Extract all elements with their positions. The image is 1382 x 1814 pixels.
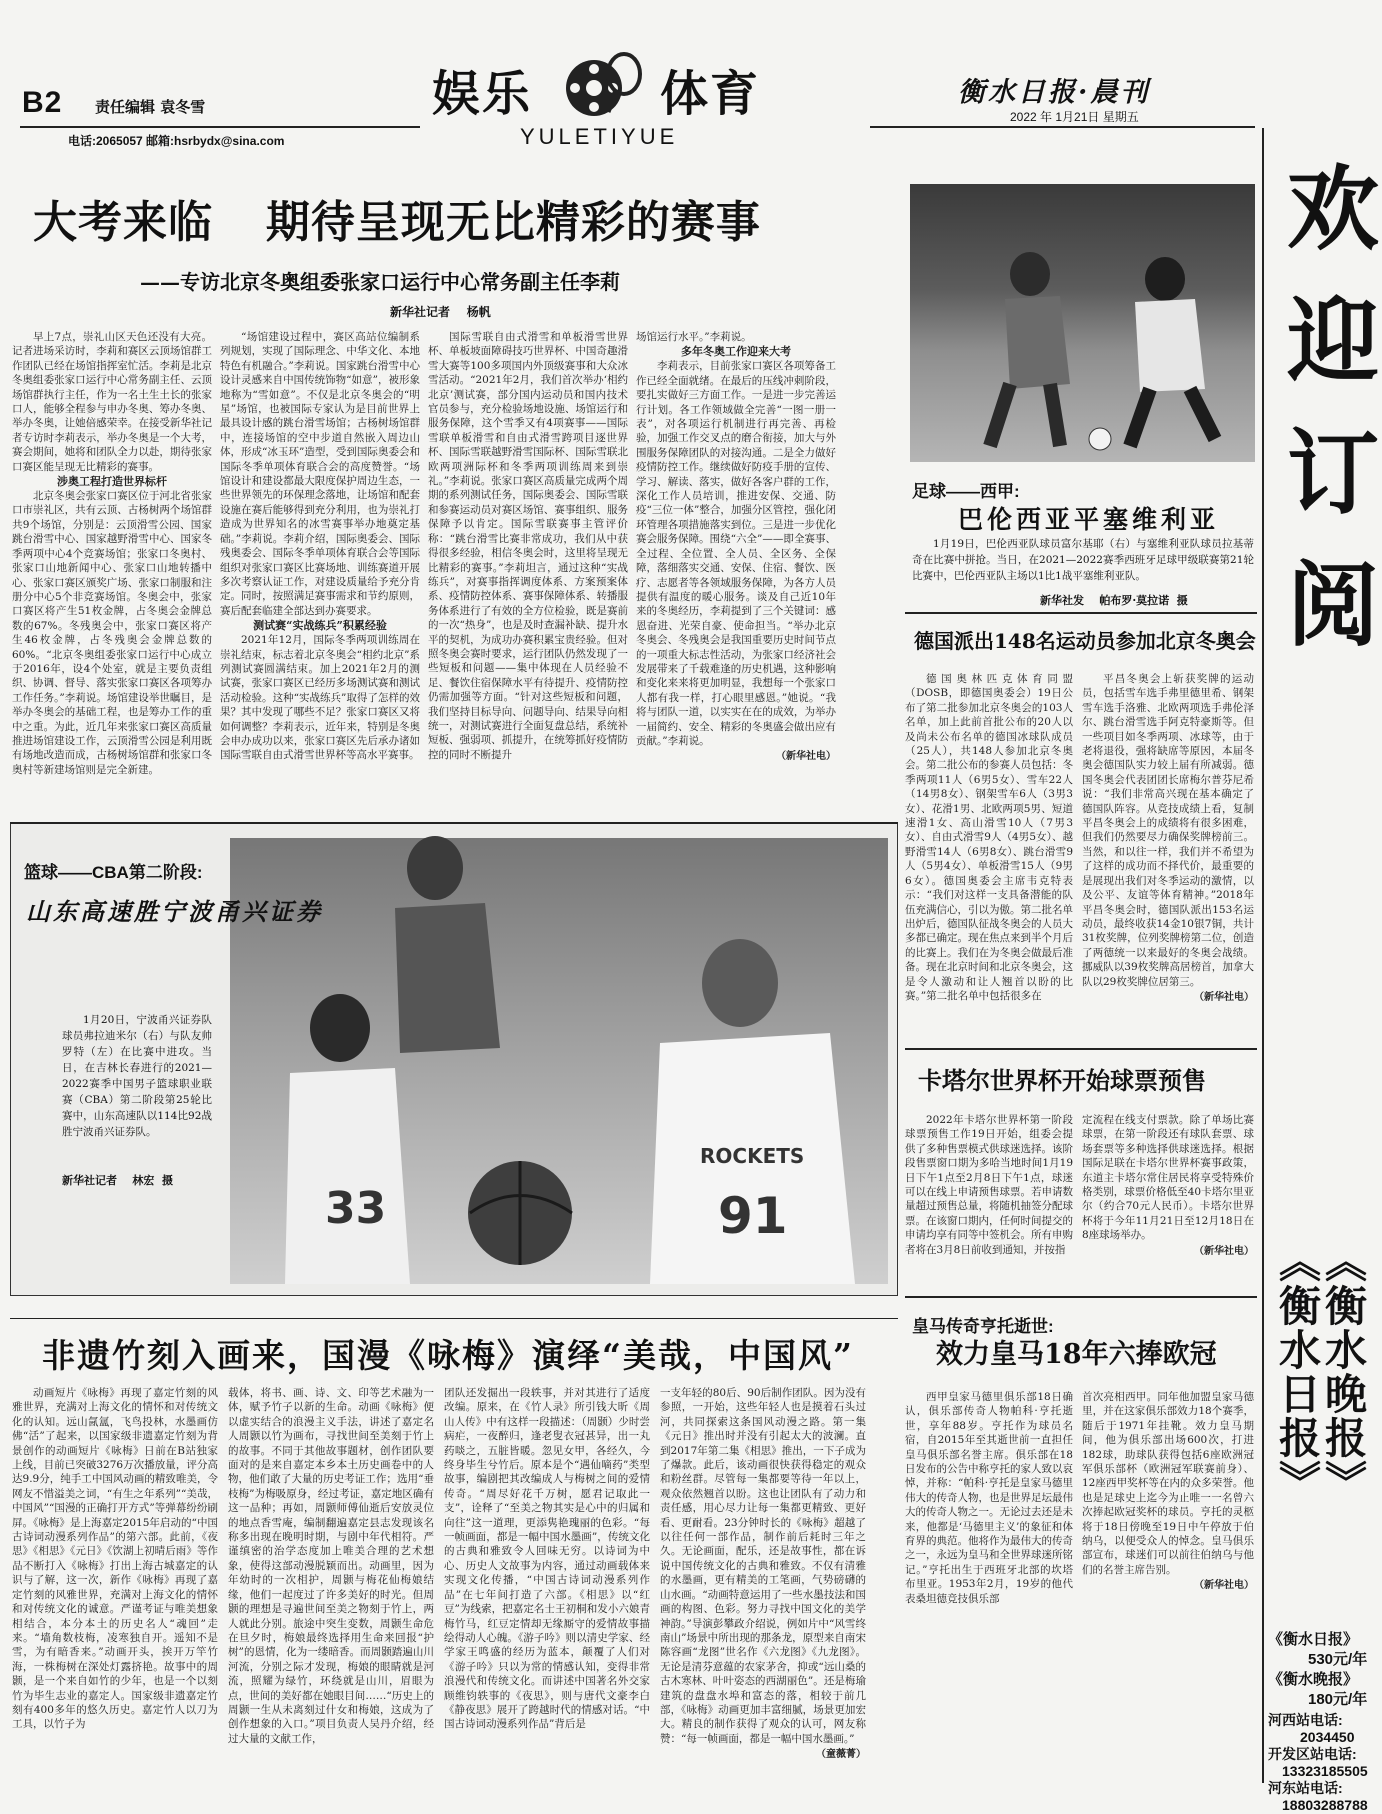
page-number: B2 bbox=[22, 86, 63, 119]
realmadrid-column-1: 西甲皇家马德里俱乐部18日确认，俱乐部传奇人物帕科·亨托逝世，享年88岁。亨托作为球员名宿，自2015年至其逝世前一直担任皇马俱乐部名誉主席。俱乐部在18日发布的公告中称亨托的家人致以哀悼，并称：“帕科·亨托是皇家马德里伟大的传奇人物，也是世界足坛最伟大的传奇人物之一。无论过去还是未来，他都是‘马德里主义’的象征和体育界的典范。他将作为最伟大的传奇之一，永远为皇马和全世界球迷所铭记。”亨托出生于西班牙北部的坎塔布里亚。1953年2月，19岁的他代表桑坦德竞技俱乐部 bbox=[905, 1391, 1073, 1605]
football-credit: 新华社发 帕布罗·莫拉诺 摄 bbox=[1040, 594, 1188, 607]
feiyi-headline: 非遗竹刻入画来，国漫《咏梅》演绎“美哉，中国风” bbox=[42, 1336, 854, 1375]
station-hexi-label: 河西站电话: bbox=[1268, 1712, 1343, 1728]
svg-text:ROCKETS: ROCKETS bbox=[700, 1144, 805, 1168]
station-kaifa-phone: 13323185505 bbox=[1282, 1763, 1368, 1779]
lead-column-3: 国际雪联自由式滑雪和单板滑雪世界杯、单板坡面障碍技巧世界杯、中国奇趣滑雪大赛等100多项国内外顶级赛事和大众冰雪活动。“2021年2月，我们首次举办‘相约北京’测试赛，部分国内运动员和国内技术官员参与，充分检验场地设施、场馆运行和服务保障，这个雪季又有4项赛事——国际雪联单板滑雪和自由式滑雪跨项目逐世界杯、国际雪联越野滑雪国际杯、国际雪联北欧两项洲际杯和冬季两项训练周来到崇礼。”李莉说。张家口赛区高质量完成两个周期的系列测试任务，国际奥委会、国际雪联和参赛运动员对赛区场馆、赛事组织、服务保障予以肯定。国际雪联赛事主管评价称：“跳台滑雪比赛非常成功，我们从中获得很多经验，相信冬奥会时，这里将呈现无比精彩的赛事。”李莉坦言，通过这种“实战练兵”，对赛事指挥调度体系、方案预案体系、疫情防控体系、赛事保障体系、转播服务体系进行了有效的全方位检验，既是赛前的一次“热身”，也是及时查漏补缺、提升水平的契机，为成功办赛积累宝贵经验。但对照冬奥会赛时要求，运行团队仍然发现了一些短板和问题——集中体现在人员经验不足、餐饮住宿保障水平有待提升、疫情防控仍需加强等方面。“针对这些短板和问题，我们坚持目标导向、问题导向、结果导向相统一，对测试赛进行全面复盘总结，系统补短板、强弱项、抓提升，在统筹抓好疫情防控的同时不断提升 bbox=[428, 331, 628, 761]
lead-credit: （新华社电） bbox=[776, 751, 836, 763]
germany-column-2: 平昌冬奥会上斩获奖牌的运动员，包括雪车选手弗里德里希、钢架雪车选手洛雅、北欧两项选手弗伦泽尔、跳台滑雪选手阿克特豪斯等。但一些项目如冬季两项、冰球等，由于老将退役，强将缺席等原因，本届冬奥会德国队实力较上届有所减弱。德国冬奥会代表团团长席梅尔普芬尼希说：“我们非常高兴现在基本确定了德国队阵容。从竞技成绩上看，复制平昌冬奥会上的成绩将有很多困难，但我们仍然要尽力确保奖牌榜前三。当然，和以往一样，我们并不希望为了这样的成功而不择代价，最重要的是展现出我们对冬季运动的激情，以及公平、友谊等体育精神。”2018年平昌冬奥会时，德国队派出153名运动员，最终收获14金10银7铜，共计31枚奖牌，位列奖牌榜第二位，创造了两德统一以来最好的冬奥会战绩。挪威队以39枚奖牌高居榜首，加拿大队以29枚奖牌位居第三。 （新华社电） bbox=[1082, 672, 1254, 1042]
feiyi-column-1: 动画短片《咏梅》再现了嘉定竹刻的风雅世界，充满对上海文化的情怀和对传统文化的认知。远山氤氲，飞鸟投林，水墨画仿佛“活”了起来，以国家级非遗嘉定竹刻为背景创作的动画短片《咏梅》日前在B站独家上线，目前已突破3276万次播放量，评分高达9.9分，纯手工中国风动画的精致唯美，令网友不惜溢美之词，“有生之年系列”“美哉，中国风”“国漫的正确打开方式”等弹幕纷纷刷屏。《咏梅》是上海嘉定2015年启动的“中国古诗词动漫系列作品”的第六部。此前，《夜思》《相思》《元日》《饮湖上初晴后雨》等作品不断打入《咏梅》打出上海古城嘉定的认识与了解，这一次，新作《咏梅》再现了嘉定竹刻的风雅世界，充满对上海文化的情怀和对传统文化的诚意。严谨考证与唯美想象相结合，本分本土的历史名人“魂回”走来。“墙角数枝梅，凌寒独自开。遥知不是雪，为有暗香来。”动画开头，挨开万竿竹海，一株梅树在深处灯露挤艳。故事中的周颢，是一个来自如竹的少年，也是一个以刻竹为毕生志业的嘉定人。国家级非遗嘉定竹刻有400多年的悠久历史。嘉定竹人以刀为工具，以竹子为 bbox=[12, 1387, 218, 1731]
section-pinyin: YULETIYUE bbox=[520, 124, 679, 149]
realmadrid-headline: 效力皇马18年六捧欧冠 bbox=[936, 1339, 1217, 1370]
lead-subheading-2: 测试赛“实战练兵”积累经验 bbox=[253, 619, 387, 633]
divider-feiyi bbox=[10, 1318, 898, 1319]
lead-subheading-1: 涉奥工程打造世界标杆 bbox=[57, 475, 167, 489]
svg-text:33: 33 bbox=[325, 1183, 387, 1234]
football-photo bbox=[910, 184, 1255, 462]
lead-subheading-3: 多年冬奥工作迎来大考 bbox=[681, 345, 791, 359]
lead-subhead: ——专访北京冬奥组委张家口运行中心常务副主任李莉 bbox=[140, 270, 620, 294]
lead-byline: 新华社记者 杨帆 bbox=[390, 305, 491, 319]
editor-line: 责任编辑 袁冬雪 bbox=[95, 98, 206, 116]
station-kaifa-label: 开发区站电话: bbox=[1268, 1746, 1357, 1762]
feiyi-column-3: 团队还发掘出一段轶事，并对其进行了适度改编。原来，在《竹人录》所引钱大昕《周山人传》中有这样一段描述：（周颢）少时尝病疟，一夜醉归，逢老叟衣冠甚异，出一丸药啖之，五脏皆暖。忽见女甲，各经久，今终身毕生兮竹后。原本是个“遇仙嘀药”类型故事，编剧把其改编成人与梅树之间的爱情传奇。“周尽好花千万树，愿君记取此一支”，诠释了“至美之物其实是心中的归属和向往”这一道理，更添隽艳瑰丽的色彩。“每一帧画面，都是一幅中国水墨画”，传统文化的古典和雅致令人回味无穷。以诗词为中心、历史人文故事为内容，通过动画载体来实现文化传播，“中国古诗词动漫系列作品”在七年间打造了六部。《相思》以“红豆”为线索，把嘉定名士王初桐和发小六娘青梅竹马，红豆定情却无缘厮守的爱情故事描绘得动人心魄。《游子吟》则以清史学家、经学家王鸣盛的经历为蓝本，颠覆了人们对《游子吟》只以为常的情感认知，变得非常浪漫代和传统文化。而讲述中国著名外交家顾维钧轶事的《夜思》，则与唐代文豪李白《静夜思》展开了跨越时代的情感对话。“中国古诗词动漫系列作品”背后是 bbox=[444, 1387, 650, 1731]
date-rule bbox=[870, 126, 1255, 128]
football-caption: 1月19日，巴伦西亚队球员富尔基耶（右）与塞维利亚队球员拉基蒂奇在比赛中拼抢。当日，在2021—2022赛季西班牙足球甲级联赛第21轮比赛中，巴伦西亚队主场以1比1战平塞维利亚队。 bbox=[912, 538, 1254, 582]
realmadrid-credit: （新华社电） bbox=[1194, 1580, 1254, 1592]
basketball-caption: 1月20日，宁波甬兴证券队球员弗拉迪米尔（右）与队友帅罗特（左）在比赛中进攻。当日，在吉林长春进行的2021—2022赛季中国男子篮球职业联赛（CBA）第二阶段第25轮比赛中，山东高速队以114比92战胜宁波甬兴证券队。 bbox=[62, 1014, 212, 1138]
basketball-kicker: 篮球——CBA第二阶段: bbox=[24, 863, 203, 882]
football-headline: 巴伦西亚平塞维利亚 bbox=[958, 505, 1220, 534]
feiyi-credit: （童薇菁） bbox=[816, 1749, 866, 1761]
qatar-headline: 卡塔尔世界杯开始球票预售 bbox=[918, 1066, 1206, 1095]
station-hedong-phone: 18803288788 bbox=[1282, 1797, 1368, 1813]
price-evening: 180元/年 bbox=[1308, 1691, 1368, 1708]
feiyi-column-2: 载体，将书、画、诗、文、印等艺术融为一体，赋予竹子以新的生命。动画《咏梅》便以虚实结合的浪漫主义手法，讲述了嘉定名人周颢以竹为画布，寻找世间至美刻于竹上的故事。不同于其他故事题材，创作团队要面对的是来自嘉定本乡本土历史画卷中的人物，他们敢了大量的历史考证工作；选用“垂枝梅”为梅吸原身，经过考证，嘉定地区确有这一品种；再如，周颢师傅仙逝后安放灵位的地点香雪庵，编制翻遍嘉定县志发现该名称多出现在晚明时期，与剧中年代相符。严谨缜密的治学态度加上唯美合理的艺术想象，使得这部动漫脱颖而出。动画里，因为年幼时的一次相护，周颢与梅花仙梅娘结缘，他们一起度过了许多美好的时光。但周颢的理想是寻遍世间至美之物刻于竹上，两人就此分别。旅途中突生变数，周颢生命危在旦夕时，梅娘最终选择用生命来回报“护树”的恩情，化为一缕暗香。而周颢踏遍山川河流，分别之际才发现，梅娘的眼睛就是河流，照耀为绿竹，环绕就是山川，眉眼为点，世间的美好都在她眼目间……“历史上的周颢一生从未离刻过什女和梅娘，这成为了创作想象的入口。”项目负责人吴丹介绍，经过大量的文献工作， bbox=[228, 1387, 434, 1745]
basketball-credit: 新华社记者 林宏 摄 bbox=[62, 1174, 173, 1187]
film-reel-racket-icon bbox=[562, 52, 648, 120]
qatar-credit: （新华社电） bbox=[1194, 1245, 1254, 1257]
paper-daily: 《衡水日报》 bbox=[1273, 1240, 1322, 1504]
section-title-right: 体育 bbox=[660, 66, 761, 122]
issue-date: 2022 年 1月21日 星期五 bbox=[1010, 110, 1139, 124]
divider-germany bbox=[905, 612, 1257, 614]
qatar-column-1: 2022年卡塔尔世界杯第一阶段球票预售工作19日开始，组委会提供了多种售票模式供球迷选择。该阶段售票窗口期为多哈当地时间1月19日下午1点至2月8日下午1点，球迷可以在线上申请预售球票。若申请数量超过预售总量，将随机抽签分配球票。在该窗口期内，任何时间提交的申请均享有同等中签机会。所有申购者将在3月8日前收到通知，并按指 bbox=[905, 1114, 1073, 1256]
basketball-headline: 山东高速胜宁波甬兴证券 bbox=[26, 897, 323, 926]
masthead-rule bbox=[20, 126, 420, 128]
germany-headline: 德国派出148名运动员参加北京冬奥会 bbox=[914, 629, 1256, 653]
lead-headline: 大考来临 期待呈现无比精彩的赛事 bbox=[33, 198, 761, 247]
divider-qatar bbox=[905, 1048, 1257, 1050]
section-title-left: 娱乐 bbox=[432, 66, 533, 122]
subscribe-title: 欢迎订阅 bbox=[1272, 160, 1380, 688]
divider-realmadrid bbox=[905, 1296, 1257, 1298]
paper-name: 衡水日报·晨刊 bbox=[958, 77, 1151, 108]
realmadrid-kicker: 皇马传奇亨托逝世: bbox=[912, 1317, 1054, 1336]
station-hedong-label: 河东站电话: bbox=[1268, 1780, 1343, 1796]
contact-line: 电话:2065057 邮箱:hsrbydx@sina.com bbox=[68, 134, 285, 148]
germany-column-1: 德国奥林匹克体育同盟（DOSB，即德国奥委会）19日公布了第二批参加北京冬奥会的103人名单，加上此前首批公布的20人以及尚未公布名单的德国冰球队成员（25人），共148人参加北京冬奥会。第二批公布的参赛人员包括：冬季两项11人（6男5女）、雪车22人（14男8女）、钢架雪车6人（3男3女）、花滑1男、北欧两项5男、短道速滑1女、高山滑雪10人（7男3女）、自由式滑雪9人（4男5女）、越野滑雪14人（6男8女）、跳台滑雪9人（5男4女）、单板滑雪15人（9男6女）。德国奥委会主席韦克特表示：“我们对这样一支具备潜能的队伍充满信心，引以为傲。第二批名单出炉后，德国队征战冬奥会的人员大多都已确定。现在焦点来到半个月后的比赛上。我们在为冬奥会做最后准备。现在北京时间和北京冬奥会，这是令人激动和让人翘首以盼的比赛。”第二批名单中包括很多在 bbox=[905, 673, 1073, 1002]
football-kicker: 足球——西甲: bbox=[912, 482, 1020, 501]
price-box bbox=[1268, 1630, 1378, 1710]
realmadrid-column-2: 首次亮相西甲。同年他加盟皇家马德里，并在这家俱乐部效力18个赛季，随后于1971年挂靴。效力皇马期间，他为俱乐部出场600次，打进182球，助球队获得包括6座欧洲冠军俱乐部杯（欧洲冠军联赛前身）、12座西甲奖杯等在内的众多荣誉。他也是足球史上迄今为止唯一一名曾六次捧起欧冠奖杯的球员。亨托的灵柩将于18日傍晚至19日中午停放于伯纳乌，以便受众人的悼念。皇马俱乐部宣布，球迷们可以前往伯纳乌与他们的名誉主席告别。 （新华社电） bbox=[1082, 1390, 1254, 1785]
feiyi-column-4: 一支年轻的80后、90后制作团队。因为没有参照，一开始，这些年轻人也是摸着石头过河，共同探索这条国风动漫之路。第一集《元日》推出时并没有引起太大的波澜。直到2017年第二集《相思》推出，一下子成为了爆款。此后，该动画很快获得稳定的观众和粉丝群。尽管每一集都要等待一年以上，观众依然翘首以盼。这也让团队有了动力和责任感，用心尽力让每一集都更精致、更好看、更耐看。23分钟时长的《咏梅》超越了以往任何一部作品，制作前后耗时三年之久。无论画面，配乐，还是故事性，都在诉说中国传统文化的古典和雅致。不仅有清雅的水墨画，更有精美的工笔画，气势磅礴的山水画。“动画特意运用了一些水墨技法和国画的构图、色彩。努力寻找中国文化的美学神韵。”导演彭攀政介绍说，例如片中“风雪终南山”场景中所出现的那条龙，原型来自南宋陈容画“龙图”世名作《六龙图》《九龙图》。无论是清芬意蕴的农家茅舍，抑或“远山桑的古木寒林、叶叶姿态的西湖丽色”。还是梅瑜建筑的盘盘水埠和富态的落，相较于前几部，《咏梅》动画更加丰富细腻，场景更加宏大。精良的制作获得了观众的认可，网友称赞：“每一帧画面，都是一幅中国水墨画。” （童薇菁） bbox=[660, 1386, 866, 1782]
germany-credit: （新华社电） bbox=[1194, 991, 1254, 1003]
price-daily: 530元/年 bbox=[1308, 1651, 1368, 1668]
lead-column-4: 场馆运行水平。”李莉说。 多年冬奥工作迎来大考 李莉表示，目前张家口赛区各项筹备工作已经全面就绪。在最后的压线冲刺阶段，要扎实做好三方面工作。一是进一步完善运行计划。各工作领域做全完善“一图一册一表”，对各项运行机制进行再完善、再检验，加强工作交叉点的磨合衔接，加大与外围服务保障团队的对接沟通。二是全力做好疫情防控工作。继续做好防疫手册的宣传、学习、解读、落实，做好各客户群的工作，深化工作人员培训，推进安保、交通、防疫“三位一体”整合，加强分区管控，强化闭环管理各项措施落实到位。三是进一步优化赛会服务保障。围绕“六全”——即全赛事、全过程、全位置、全人员、全区务、全保障，落细落实交通、安保、住宿、餐饮、医疗、志愿者等各领域服务保障，为各方人员提供有温度的暖心服务。谈及自己近10年来的冬奥经历，李莉提到了三个关键词：感恩奋进、光荣自豪、使命担当。“举办北京冬奥会、冬残奥会是我国重要历史时间节点的一项重大标志性活动，为张家口经济社会发展带来了千载难逢的历史机遇，这种影响和变化来来将更加明显，我想每一个张家口人都有我一样，打心眼里感恩。”她说。“我将与团队一道，以实实在在的成效，为举办一届简约、安全、精彩的冬奥盛会做出应有贡献。”李莉说。 （新华社电） bbox=[636, 330, 836, 817]
lead-column-2: “场馆建设过程中，赛区高站位编制系列规划，实现了国际理念、中华文化、本地特色有机融合。”李莉说。国家跳台滑雪中心设计灵感来自中国传统饰物“如意”，被形象地称为“雪如意”。不仅是北京冬奥会的“明星”场馆，也被国际专家认为是目前世界上最具设计感的跳台滑雪场馆；古杨树场馆群中，连接场馆的空中步道自然嵌入周边山体，形成“冰玉环”造型，受到国际奥委会和国际冬季单项体育联合会的高度赞誉。“场馆设计和建设都最大限度保护周边生态，一些世界领先的环保理念落地，让场馆和配套设施在赛后能够得到充分利用，也为崇礼打造成为世界知名的冰雪赛事举办地奠定基础。”李莉说。李莉介绍，国际奥委会、国际残奥委会、国际冬季单项体育联合会等国际组织对张家口赛区比赛场地、训练赛道开展多次考察认证工作，对建设质量给予充分肯定。同时，按照满足赛事需求和节约原则，赛后配套临建全部达到办赛要求。 测试赛“实战练兵”积累经验 2021年12月，国际冬季两项训练周在崇礼结束，标志着北京冬奥会“相约北京”系列测试赛圆满结束。加上2021年2月的测试赛，张家口赛区已经历多场测试赛和测试活动检验。这种“实战练兵”取得了怎样的效果？其中发现了哪些不足？张家口赛区又将如何调整？李莉表示，近年来，特别是冬奥会申办成功以来，张家口赛区先后承办诸如国际雪联自由式滑雪世界杯等高水平赛事。 bbox=[220, 331, 420, 762]
qatar-column-2: 定流程在线支付票款。除了单场比赛球票，在第一阶段还有球队套票、球场套票等多种选择供球迷选择。根据国际足联在卡塔尔世界杯赛事政策，东道主卡塔尔常住居民将享受特殊价格类别，球票价格低至40卡塔尔里亚尔（约合70元人民币）。卡塔尔世界杯将于今年11月21日至12月18日在8座球场举办。 （新华社电） bbox=[1082, 1113, 1254, 1283]
svg-text:91: 91 bbox=[718, 1187, 788, 1245]
price-evening-label: 《衡水晚报》 bbox=[1268, 1671, 1359, 1688]
lead-column-1: 早上7点，崇礼山区天色还没有大亮。记者进场采访时，李莉和赛区云顶场馆群工作团队已经在场馆指挥室忙活。李莉是北京冬奥组委张家口运行中心常务副主任、云顶场馆群执行主任，作为一名土生土长的张家口人，能够全程参与申办冬奥、筹办冬奥、举办冬奥，让她倍感荣幸。在接受新华社记者专访时李莉表示，举办冬奥是一个大考，赛会期间，她将和团队全力以赴，期待张家口赛区能呈现无比精彩的赛事。 涉奥工程打造世界标杆 北京冬奥会张家口赛区位于河北省张家口市崇礼区，共有云顶、古杨树两个场馆群共9个场馆，分别是：云顶滑雪公园、国家跳台滑雪中心、国家越野滑雪中心、国家冬季两项中心4个竞赛场馆；张家口冬奥村、张家口山地新闻中心、张家口山地转播中心、张家口赛区颁奖广场、张家口制服和注册分中心5个非竞赛场馆。冬奥会中，张家口赛区将产生51枚金牌，占冬奥会金牌总数的67%。冬残奥会中，张家口赛区将产生46枚金牌，占冬残奥会金牌总数的60%。“北京冬奥组委张家口运行中心成立于2016年，设4个处室，就是主要负责组织、协调、督导、落实张家口赛区各项筹办工作任务。”李莉说。场馆建设举世瞩目，是举办冬奥会的基础工程，也是筹办工作的重中之重。为此，近几年来张家口赛区高质量推进场馆建设工作，云顶滑雪公园是利用既有场地改造而成，古杨树场馆群和张家口冬奥村等新建场馆则是完全新建。 bbox=[12, 331, 212, 776]
station-box bbox=[1268, 1712, 1380, 1814]
sidebar-rule bbox=[1262, 128, 1264, 1783]
basketball-photo bbox=[230, 838, 888, 1284]
paper-evening: 《衡水晚报》 bbox=[1319, 1240, 1368, 1504]
station-hexi-phone: 2034450 bbox=[1300, 1729, 1355, 1745]
price-daily-label: 《衡水日报》 bbox=[1268, 1631, 1359, 1648]
